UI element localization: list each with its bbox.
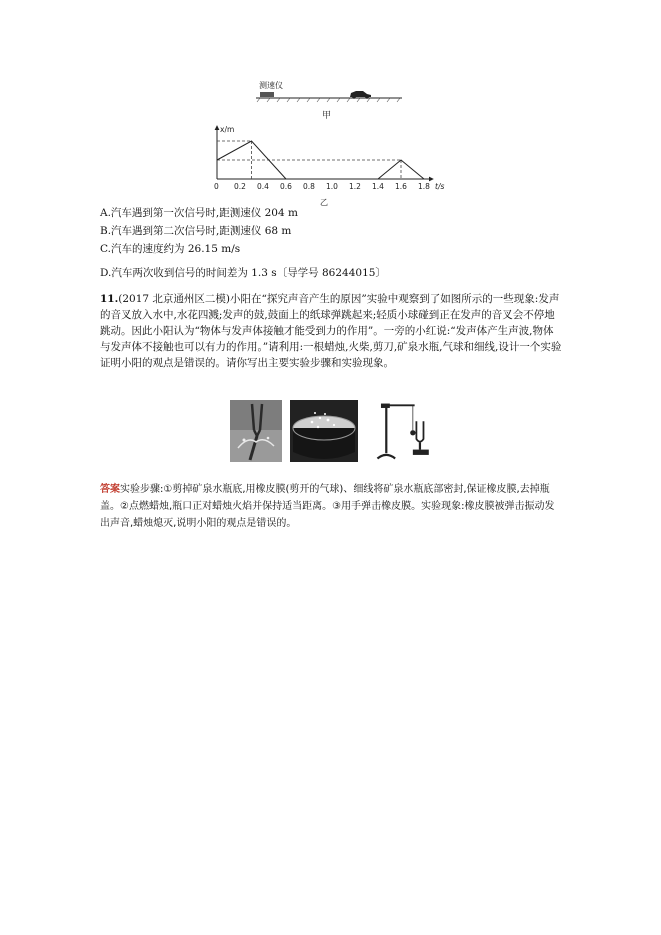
figure-yi-caption: 乙 (320, 198, 328, 207)
x-tick-label: 1.4 (372, 182, 384, 191)
x-tick-label: 1.2 (349, 182, 361, 191)
x-tick-label: 0.6 (280, 182, 292, 191)
x-tick-label: 0.8 (303, 182, 315, 191)
x-tick-label: 1.8 (418, 182, 430, 191)
answer-label: 答案 (100, 484, 120, 495)
pendulum-tuning-fork-diagram (370, 400, 438, 462)
option-c: C.汽车的速度约为 26.15 m/s (100, 243, 241, 255)
x-tick-label: 1.6 (395, 182, 407, 191)
road-hatch (257, 98, 400, 102)
y-axis-label: x/m (220, 125, 235, 134)
option-d: D.汽车两次收到信号的时间差为 1.3 s〔导学号 86244015〕 (100, 267, 386, 279)
speedometer-device (260, 92, 274, 97)
figure-yi-chart (205, 122, 450, 210)
figure-jia (250, 78, 410, 122)
answer-text: 实验步骤:①剪掉矿泉水瓶底,用橡皮膜(剪开的气球)、细线将矿泉水瓶底部密封,保证橡皮膜,去掉瓶盖。②点燃蜡烛,瓶口正对蜡烛火焰并保持适当距离。③用手弹击橡皮膜。实验现象:橡皮膜被弹击振动发出声音,蜡烛熄灭,说明小阳的观点是错误的。 (100, 484, 555, 529)
question-number: 11. (100, 293, 119, 305)
x-tick-label: 0 (214, 182, 219, 191)
answer-block (100, 481, 562, 532)
option-a: A.汽车遇到第一次信号时,距测速仪 204 m (100, 207, 298, 219)
figure-jia-caption: 甲 (322, 111, 332, 121)
x-axis-label: t/s (435, 182, 445, 191)
x-tick-label: 0.2 (234, 182, 246, 191)
option-b: B.汽车遇到第二次信号时,距测速仪 68 m (100, 225, 292, 237)
question-text: 小阳在“探究声音产生的原因”实验中观察到了如图所示的一些现象:发声的音叉放入水中,水花四溅;发声的鼓,鼓面上的纸球弹跳起来;轻质小球碰到正在发声的音叉会不停地跳动。因此小阳认为“物体与发声体接触才能受到力的作用”。一旁的小红说:“发声体产生声波,物体与发声体不接触也可以有力的作用。”请利用:一根蜡烛,火柴,剪刀,矿泉水瓶,气球和细线,设计一个实验证明小阳的观点是错误的。请你写出主要实验步骤和实验现象。 (100, 293, 562, 369)
speedometer-label: 测速仪 (259, 81, 283, 90)
question-11 (100, 291, 562, 371)
x-tick-label: 1.0 (326, 182, 338, 191)
tuning-fork-water-photo (230, 400, 282, 462)
question-source: (2017 北京通州区二模) (118, 293, 231, 305)
x-tick-label: 0.4 (257, 182, 269, 191)
drum-paper-balls-photo (290, 400, 358, 462)
